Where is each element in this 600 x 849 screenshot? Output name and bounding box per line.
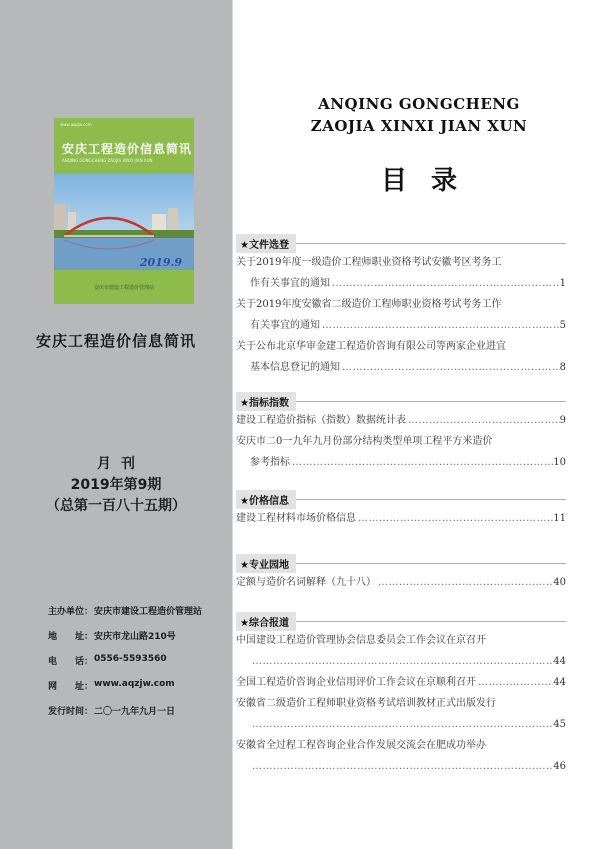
- entry-line: [236, 431, 566, 452]
- entry-page: 40: [553, 577, 566, 588]
- entry-text: 全国工程造价咨询企业信用评价工作会议在京顺利召开: [236, 677, 476, 688]
- section-indices: [236, 392, 566, 473]
- entry-line: [236, 572, 566, 593]
- info-row-sponsor: [48, 604, 202, 629]
- entry-line: [236, 315, 566, 336]
- entry-page: 5: [559, 320, 566, 331]
- info-value: 0556-5593560: [94, 654, 167, 664]
- section-tag: ★价格信息: [236, 490, 296, 509]
- toc-entry[interactable]: [236, 431, 566, 473]
- section-rule: [296, 563, 566, 564]
- leader-dots: [356, 508, 553, 529]
- entry-line: [236, 756, 566, 777]
- entry-page: 9: [559, 415, 566, 426]
- entry-text: 建设工程材料市场价格信息: [236, 513, 356, 524]
- entry-line: [236, 672, 566, 693]
- section-tag: ★指标指数: [236, 392, 296, 411]
- entry-line: [236, 336, 566, 357]
- section-header: [236, 554, 566, 572]
- entry-page: 11: [553, 513, 566, 524]
- english-title: [238, 93, 600, 137]
- section-professional: [236, 554, 566, 593]
- section-documents: [236, 234, 566, 378]
- entry-page: 10: [553, 457, 566, 468]
- entry-text: 定额与造价名词解释（九十八）: [236, 577, 376, 588]
- entry-page: 44: [553, 656, 566, 667]
- entry-text: 安庆市二0一九年九月份部分结构类型单项工程平方米造价: [236, 436, 493, 447]
- entry-page: 45: [553, 719, 566, 730]
- entry-line: [236, 630, 566, 651]
- toc-entry[interactable]: [236, 410, 566, 431]
- leader-dots: [376, 572, 553, 593]
- entry-page: 46: [553, 761, 566, 772]
- entry-line: [236, 508, 566, 529]
- entry-text: 中国建设工程造价管理协会信息委员会工作会议在京召开: [236, 635, 486, 646]
- leader-dots: [250, 651, 553, 672]
- cover-issue-mark: 2019.9: [139, 256, 182, 269]
- publication-info: [48, 604, 202, 729]
- info-label: 地 址：: [48, 632, 94, 642]
- section-tag: ★文件选登: [236, 234, 296, 253]
- info-label: 发行时间：: [48, 707, 94, 717]
- section-tag: ★综合报道: [236, 612, 296, 631]
- entry-text: 有关事宜的通知: [250, 320, 320, 331]
- entry-line: [236, 357, 566, 378]
- entry-page: 1: [559, 278, 566, 289]
- entry-text: 建设工程造价指标（指数）数据统计表: [236, 415, 406, 426]
- entry-line: [236, 735, 566, 756]
- cover-title: 安庆工程造价信息简讯: [62, 142, 193, 156]
- section-header: [236, 612, 566, 630]
- info-value: 二〇一九年九月一日: [94, 707, 176, 717]
- entry-text: 安徽省二级造价工程师职业资格考试培训教材正式出版发行: [236, 698, 496, 709]
- section-prices: [236, 490, 566, 529]
- entry-line: [236, 651, 566, 672]
- section-rule: [296, 401, 566, 402]
- info-value: 安庆市龙山路210号: [94, 632, 176, 642]
- toc-entry[interactable]: [236, 508, 566, 529]
- english-title-line2: ZAOJIA XINXI JIAN XUN: [310, 117, 528, 135]
- cover-subtitle: ANQING GONGCHENG ZAOJIA XINXI JIAN XUN: [62, 158, 153, 163]
- cover-publisher: 安庆市建设工程造价管理站: [93, 285, 154, 291]
- section-header: [236, 392, 566, 410]
- issue-frequency: 月刊: [97, 456, 145, 472]
- toc-entry[interactable]: [236, 252, 566, 294]
- info-label: 网 址：: [48, 682, 94, 692]
- issue-block: [0, 454, 232, 517]
- info-row-website: [48, 679, 202, 704]
- toc-entry[interactable]: [236, 294, 566, 336]
- entry-text: 基本信息登记的通知: [250, 362, 340, 373]
- entry-text: 关于2019年度一级造价工程师职业资格考试安徽考区考务工: [236, 257, 502, 268]
- info-row-address: [48, 629, 202, 654]
- toc-entry[interactable]: [236, 572, 566, 593]
- section-header: [236, 234, 566, 252]
- leader-dots: [320, 315, 560, 336]
- toc-entry[interactable]: [236, 336, 566, 378]
- leader-dots: [406, 410, 560, 431]
- section-rule: [296, 499, 566, 500]
- info-label: 主办单位：: [48, 607, 94, 617]
- entry-text: 参考指标: [250, 457, 290, 468]
- info-row-phone: [48, 654, 202, 679]
- toc-entry[interactable]: [236, 735, 566, 777]
- info-value[interactable]: www.aqzjw.com: [94, 679, 175, 689]
- entry-line: [236, 273, 566, 294]
- section-rule: [296, 243, 566, 244]
- leader-dots: [340, 357, 560, 378]
- toc-entry[interactable]: [236, 693, 566, 735]
- entry-page: 44: [553, 677, 566, 688]
- cover-website: www.aqzjw.com: [60, 122, 92, 127]
- info-value: 安庆市建设工程造价管理站: [94, 607, 203, 617]
- entry-text: 安徽省全过程工程咨询企业合作发展交流会在肥成功举办: [236, 740, 486, 751]
- info-row-date: [48, 704, 202, 729]
- entry-line: [236, 294, 566, 315]
- entry-line: [236, 252, 566, 273]
- section-rule: [296, 621, 566, 622]
- toc-entry[interactable]: [236, 672, 566, 693]
- issue-number: 2019年第9期: [70, 477, 162, 493]
- leader-dots: [476, 672, 553, 693]
- entry-line: [236, 410, 566, 431]
- section-news: [236, 612, 566, 777]
- entry-text: 作有关事宜的通知: [250, 278, 330, 289]
- leader-dots: [330, 273, 560, 294]
- leader-dots: [250, 756, 553, 777]
- entry-text: 关于公布北京华审金建工程造价咨询有限公司等两家企业进宜: [236, 341, 506, 352]
- section-tag: ★专业园地: [236, 554, 296, 573]
- info-label: 电 话：: [48, 657, 94, 667]
- leader-dots: [290, 452, 553, 473]
- entry-line: [236, 693, 566, 714]
- entry-line: [236, 714, 566, 735]
- cover-thumbnail: [54, 118, 194, 304]
- english-title-line1: ANQING GONGCHENG: [318, 95, 520, 113]
- leader-dots: [250, 714, 553, 735]
- entry-line: [236, 452, 566, 473]
- toc-entry[interactable]: [236, 630, 566, 672]
- toc-title: 目录: [380, 166, 481, 196]
- entry-page: 8: [559, 362, 566, 373]
- entry-text: 关于2019年度安徽省二级造价工程师职业资格考试考务工作: [236, 299, 502, 310]
- section-header: [236, 490, 566, 508]
- journal-name: 安庆工程造价信息简讯: [35, 332, 196, 350]
- issue-total: （总第一百八十五期）: [46, 498, 186, 514]
